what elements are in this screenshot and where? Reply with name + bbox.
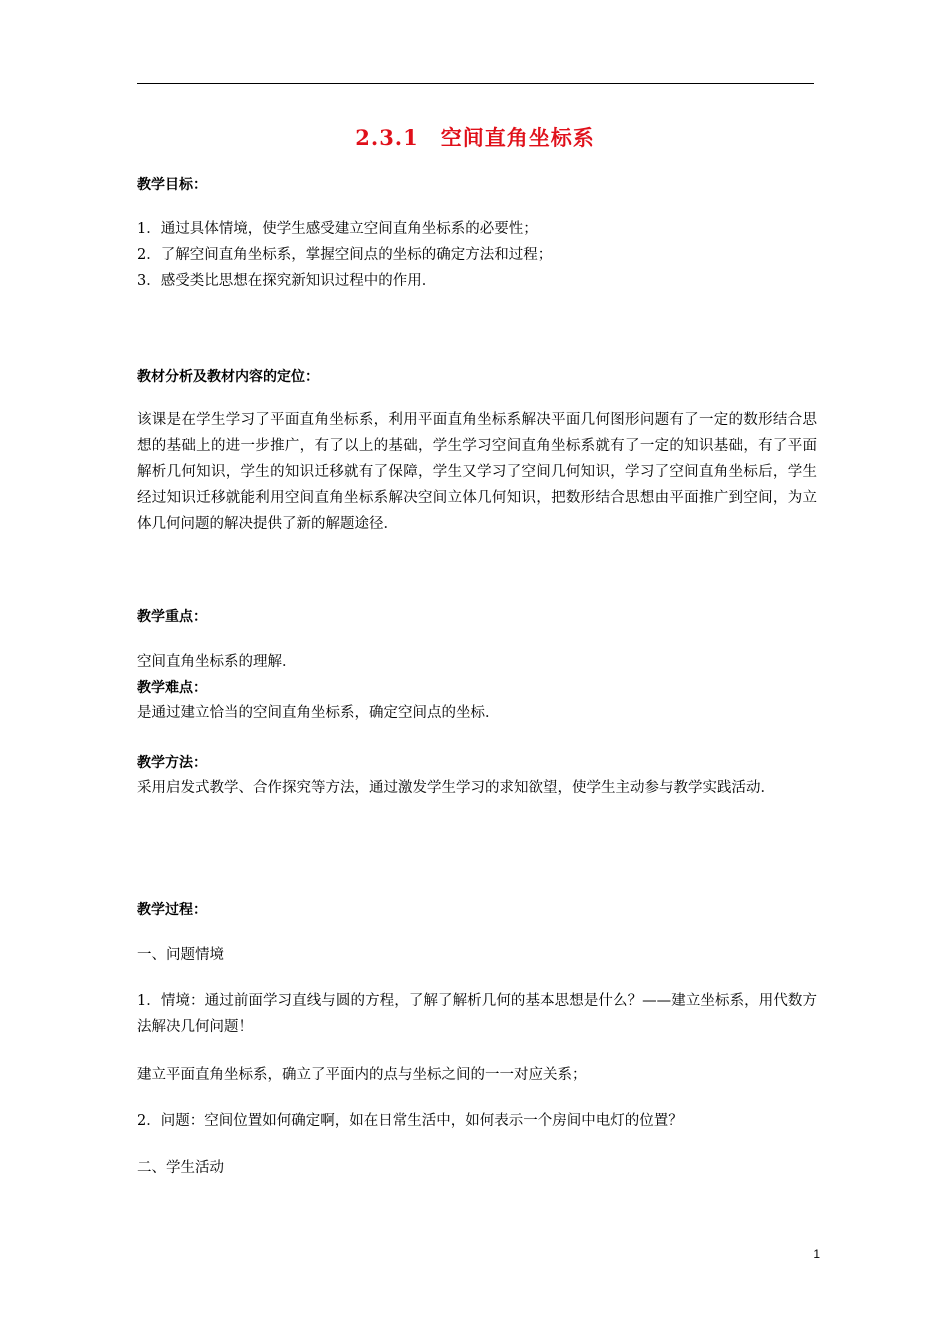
difficulty-heading: 教学难点： <box>137 680 207 696</box>
header-rule <box>137 83 814 84</box>
page-number: 1 <box>813 1247 820 1261</box>
key-point-heading: 教学重点： <box>137 609 207 625</box>
goal-item: 1．通过具体情境，使学生感受建立空间直角坐标系的必要性； <box>137 221 538 237</box>
analysis-heading: 教材分析及教材内容的定位： <box>137 369 319 385</box>
key-point-text: 空间直角坐标系的理解． <box>137 654 297 670</box>
goal-item: 3．感受类比思想在探究新知识过程中的作用． <box>137 273 437 289</box>
question-text: 2．问题：空间位置如何确定啊，如在日常生活中，如何表示一个房间中电灯的位置？ <box>137 1113 683 1129</box>
plane-coordinate-text: 建立平面直角坐标系，确立了平面内的点与坐标之间的一一对应关系； <box>137 1067 587 1083</box>
goals-heading: 教学目标： <box>137 177 207 193</box>
method-paragraph: 采用启发式教学、合作探究等方法，通过激发学生学习的求知欲望，使学生主动参与教学实践活动． <box>137 780 775 796</box>
goal-item: 2．了解空间直角坐标系，掌握空间点的坐标的确定方法和过程； <box>137 247 553 263</box>
goals-list <box>137 216 817 294</box>
method-heading: 教学方法： <box>137 755 207 771</box>
scenario-paragraph: 1．情境：通过前面学习直线与圆的方程，了解了解析几何的基本思想是什么？——建立坐标系，用代数方法解决几何问题！ <box>137 993 817 1035</box>
process-heading: 教学过程： <box>137 902 207 918</box>
difficulty-text: 是通过建立恰当的空间直角坐标系，确定空间点的坐标． <box>137 705 500 721</box>
analysis-paragraph: 该课是在学生学习了平面直角坐标系，利用平面直角坐标系解决平面几何图形问题有了一定的数形结合思想的基础上的进一步推广，有了以上的基础，学生学习空间直角坐标系就有了一定的知识基础，有了平面解析几何知识，学生的知识迁移就有了保障，学生又学习了空间几何知识，学习了空间直角坐标后，学生经过知识迁移就能利用空间直角坐标系解决空间立体几何知识，把数形结合思想由平面推广到空间，为立体几何问题的解决提供了新的解题途径． <box>137 412 817 532</box>
page-title: 2.3.1 空间直角坐标系 <box>355 125 595 150</box>
section-heading-activity: 二、学生活动 <box>137 1160 224 1176</box>
section-heading-problem: 一、问题情境 <box>137 947 224 963</box>
